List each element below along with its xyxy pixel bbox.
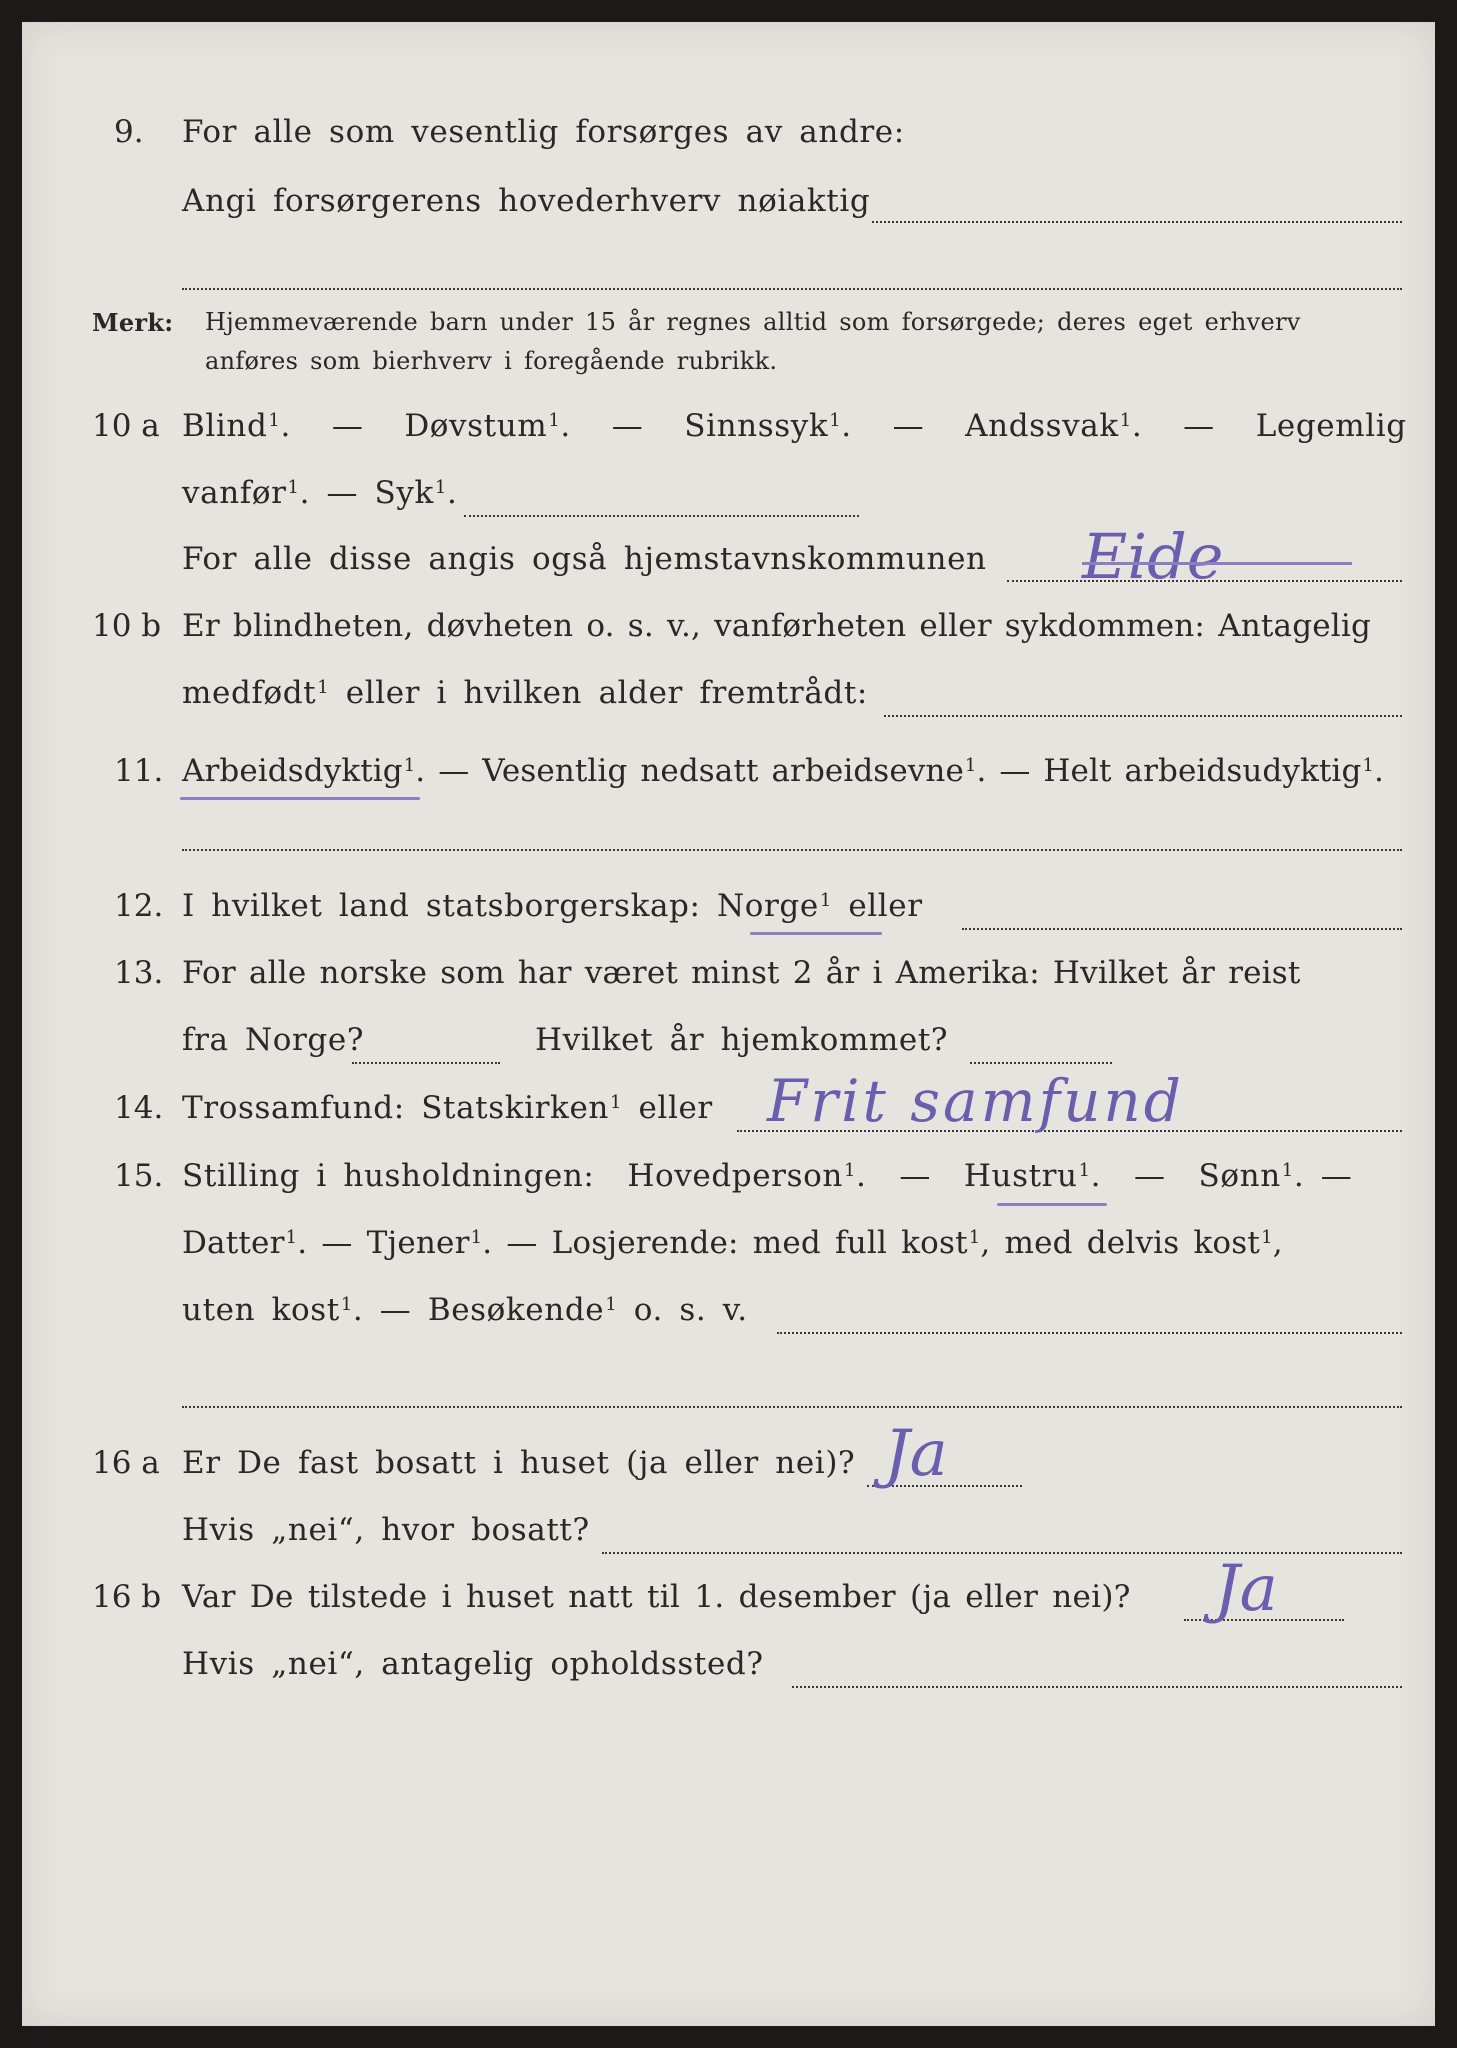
q16a-line1: Er De fast bosatt i huset (ja eller nei)? bbox=[182, 1445, 856, 1481]
uten-option: uten kost bbox=[182, 1292, 340, 1328]
q15-line1: Stilling i husholdningen: Hovedperson$^1$. — Hustru$^1$. — Sønn$^1$. — bbox=[182, 1158, 1353, 1194]
q15-answer-line[interactable] bbox=[777, 1332, 1402, 1334]
q12-line: I hvilket land statsborgerskap: Norge$^1$ eller bbox=[182, 888, 923, 924]
helt-option: Helt arbeidsudyktig bbox=[1043, 753, 1362, 789]
q16a-handwritten-answer: Ja bbox=[884, 1417, 948, 1491]
q10b-answer-line[interactable] bbox=[884, 715, 1402, 717]
q11-answer-line[interactable] bbox=[182, 849, 1402, 851]
q10a-number: 10 a bbox=[92, 408, 160, 444]
hovedperson-option: Hovedperson bbox=[627, 1158, 843, 1194]
q14-handwritten-answer: Frit samfund bbox=[767, 1067, 1184, 1135]
q10b-number: 10 b bbox=[92, 608, 162, 644]
q15-number: 15. bbox=[114, 1158, 164, 1194]
census-form-page bbox=[22, 22, 1435, 2026]
merk-line2: anføres som bierhverv i foregående rubrikk. bbox=[205, 347, 778, 375]
q16a-line2: Hvis „nei“, hvor bosatt? bbox=[182, 1512, 590, 1548]
q16b-handwritten-answer: Ja bbox=[1214, 1552, 1278, 1626]
vanfor-option: vanfør bbox=[182, 475, 287, 511]
hustru-option: Hustru bbox=[963, 1158, 1078, 1194]
q9-answer-line-2[interactable] bbox=[182, 288, 1402, 290]
q11-number: 11. bbox=[114, 753, 164, 789]
q16b-line2: Hvis „nei“, antagelig opholdssted? bbox=[182, 1646, 764, 1682]
datter-option: Datter bbox=[182, 1225, 285, 1261]
arbeidsdyktig-option: Arbeidsdyktig bbox=[182, 753, 403, 789]
q9-answer-line[interactable] bbox=[872, 221, 1402, 223]
q9-line1: For alle som vesentlig forsørges av andre: bbox=[182, 114, 905, 150]
q10b-line1: Er blindheten, døvheten o. s. v., vanførheten eller sykdommen: Antagelig bbox=[182, 608, 1372, 644]
meddelvis-option: med delvis kost bbox=[1004, 1225, 1261, 1261]
q14-number: 14. bbox=[114, 1090, 164, 1126]
q13-line2b: Hvilket år hjemkommet? bbox=[535, 1022, 949, 1058]
q16a-number: 16 a bbox=[92, 1445, 160, 1481]
vesentlig-option: Vesentlig nedsatt arbeidsevne bbox=[482, 753, 964, 789]
q13-number: 13. bbox=[114, 955, 164, 991]
q16b-number: 16 b bbox=[92, 1579, 162, 1615]
q15-answer-line-2[interactable] bbox=[182, 1406, 1402, 1408]
merk-line1: Hjemmeværende barn under 15 år regnes alltid som forsørgede; deres eget erhverv bbox=[205, 308, 1301, 336]
norge-option: Norge bbox=[717, 888, 819, 924]
q12-number: 12. bbox=[114, 888, 164, 924]
q10a-handwritten-answer: Eide bbox=[1082, 520, 1224, 593]
q12-answer-line[interactable] bbox=[962, 928, 1402, 930]
syk-option: Syk bbox=[374, 475, 434, 511]
sinnssyk-option: Sinnssyk bbox=[684, 408, 829, 444]
q14-line: Trossamfund: Statskirken$^1$ eller bbox=[182, 1090, 713, 1126]
q11-line: Arbeidsdyktig$^1$. — Vesentlig nedsatt arbeidsevne$^1$. — Helt arbeidsudyktig$^1$. bbox=[182, 753, 1384, 789]
q16a-bosatt-answer-line[interactable] bbox=[602, 1552, 1402, 1554]
medfodt-option: medfødt bbox=[182, 675, 317, 711]
andssvak-option: Andssvak bbox=[965, 408, 1119, 444]
q10a-line1: Blind$^1$. — Døvstum$^1$. — Sinnssyk$^1$. — Andssvak$^1$. — Legemlig bbox=[182, 408, 1407, 444]
dovstum-option: Døvstum bbox=[404, 408, 548, 444]
q10a-line3: For alle disse angis også hjemstavnskommunen bbox=[182, 541, 987, 577]
legemlig-option: Legemlig bbox=[1255, 408, 1407, 444]
q13-line2a: fra Norge? bbox=[182, 1022, 365, 1058]
q13-hjemkommet-answer-line[interactable] bbox=[970, 1062, 1112, 1064]
q15-handwritten-underline bbox=[997, 1203, 1107, 1206]
q15-line3: uten kost$^1$. — Besøkende$^1$ o. s. v. bbox=[182, 1292, 748, 1328]
q10a-line2: vanfør$^1$. — Syk$^1$. bbox=[182, 475, 458, 511]
q15-line2: Datter$^1$. — Tjener$^1$. — Losjerende: med full kost$^1$, med delvis kost$^1$, bbox=[182, 1225, 1283, 1261]
sonn-option: Sønn bbox=[1198, 1158, 1281, 1194]
q10a-syk-answer-line[interactable] bbox=[464, 515, 859, 517]
tjener-option: Tjener bbox=[366, 1225, 470, 1261]
q9-line2: Angi forsørgerens hovederhverv nøiaktig bbox=[182, 183, 871, 219]
q16b-line1: Var De tilstede i huset natt til 1. desember (ja eller nei)? bbox=[182, 1579, 1131, 1615]
q11-handwritten-underline bbox=[180, 797, 420, 800]
q13-line1: For alle norske som har været minst 2 år i Amerika: Hvilket år reist bbox=[182, 955, 1301, 991]
q12-handwritten-underline bbox=[750, 932, 882, 935]
merk-label: Merk: bbox=[92, 308, 174, 337]
q10a-strike-mark bbox=[1082, 562, 1352, 565]
q9-number: 9. bbox=[114, 114, 144, 150]
blind-option: Blind bbox=[182, 408, 268, 444]
q16b-opholdssted-answer-line[interactable] bbox=[792, 1686, 1402, 1688]
medfull-option: med full kost bbox=[752, 1225, 968, 1261]
q13-reist-answer-line[interactable] bbox=[352, 1062, 500, 1064]
besokende-option: Besøkende bbox=[427, 1292, 605, 1328]
q10b-line2: medfødt$^1$ eller i hvilken alder fremtrådt: bbox=[182, 675, 868, 711]
